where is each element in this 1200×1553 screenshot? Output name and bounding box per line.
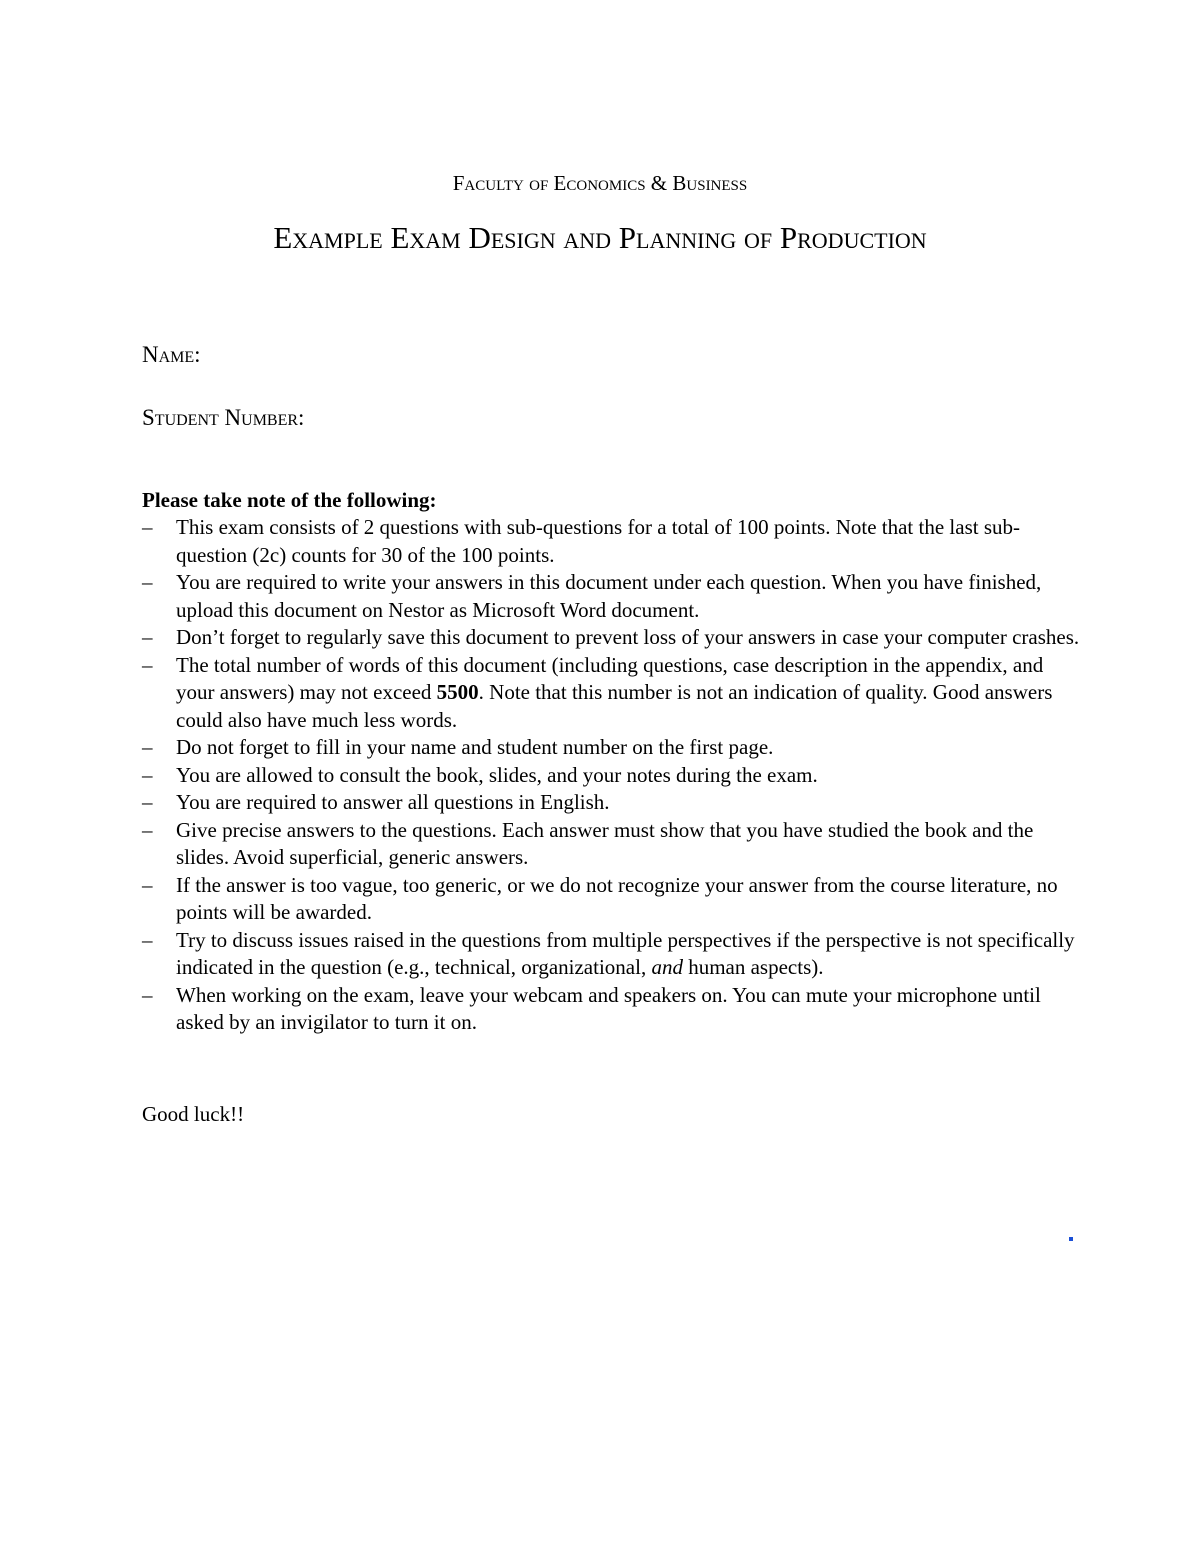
- dash-bullet-icon: –: [142, 790, 153, 814]
- dash-bullet-icon: –: [142, 515, 153, 539]
- notes-list: [142, 514, 1082, 1037]
- note-item: [142, 652, 1082, 735]
- note-item: [142, 762, 1082, 790]
- note-item: [142, 872, 1082, 927]
- note-item: [142, 624, 1082, 652]
- note-text: This exam consists of 2 questions with sub-questions for a total of 100 points. Note that the last sub-question (2c) counts for 30 of the 100 points.: [176, 515, 1020, 567]
- note-item: [142, 569, 1082, 624]
- faculty-heading: Faculty of Economics & Business: [452, 171, 748, 195]
- word-limit-value: 5500: [436, 680, 479, 704]
- note-text: Don’t forget to regularly save this document to prevent loss of your answers in case your computer crashes.: [176, 625, 1080, 649]
- note-text: [176, 928, 1075, 980]
- dash-bullet-icon: –: [142, 735, 153, 759]
- dash-bullet-icon: –: [142, 982, 153, 1007]
- note-item: [142, 789, 1082, 817]
- note-item: [142, 982, 1082, 1037]
- note-text-part: . Note that this number is not an indication of quality. Good answers could also have much less words.: [176, 680, 1053, 732]
- dash-bullet-icon: –: [142, 817, 153, 842]
- note-text-part: human aspects).: [682, 955, 824, 979]
- note-text: [176, 653, 1052, 732]
- note-item: [142, 514, 1082, 569]
- note-text: When working on the exam, leave your webcam and speakers on. You can mute your microphone until asked by an invigilator to turn it on.: [176, 982, 1041, 1034]
- note-item: [142, 817, 1082, 872]
- exam-title: Example Exam Design and Planning of Production: [273, 220, 927, 255]
- note-text: You are required to write your answers in this document under each question. When you have finished, upload this document on Nestor as Microsoft Word document.: [176, 570, 1042, 622]
- note-text-part: The total number of words of this document (including questions, case description in the appendix, and your answers) may not exceed: [176, 652, 1044, 704]
- note-text-part: Try to discuss issues raised in the questions from multiple perspectives if the perspective is not specifically indicated in the question (e.g., technical, organizational,: [176, 927, 1075, 979]
- note-text: Give precise answers to the questions. Each answer must show that you have studied the book and the slides. Avoid superficial, generic answers.: [176, 817, 1034, 869]
- note-item: [142, 927, 1082, 982]
- blue-marker-dot: [1069, 1237, 1073, 1241]
- emphasis-word: and: [651, 955, 683, 979]
- dash-bullet-icon: –: [142, 872, 153, 897]
- dash-bullet-icon: –: [142, 927, 153, 952]
- note-text: If the answer is too vague, too generic, or we do not recognize your answer from the course literature, no points will be awarded.: [176, 872, 1058, 924]
- dash-bullet-icon: –: [142, 652, 153, 677]
- name-field-label: Name:: [142, 342, 201, 367]
- dash-bullet-icon: –: [142, 570, 153, 594]
- note-text: You are allowed to consult the book, slides, and your notes during the exam.: [176, 762, 818, 787]
- closing-text: Good luck!!: [142, 1102, 245, 1126]
- note-text: You are required to answer all questions in English.: [176, 790, 610, 814]
- dash-bullet-icon: –: [142, 762, 153, 787]
- notes-heading: Please take note of the following:: [142, 488, 437, 512]
- note-item: [142, 734, 1082, 762]
- note-text: Do not forget to fill in your name and student number on the first page.: [176, 735, 774, 759]
- student-number-field-label: Student Number:: [142, 405, 305, 430]
- dash-bullet-icon: –: [142, 625, 153, 649]
